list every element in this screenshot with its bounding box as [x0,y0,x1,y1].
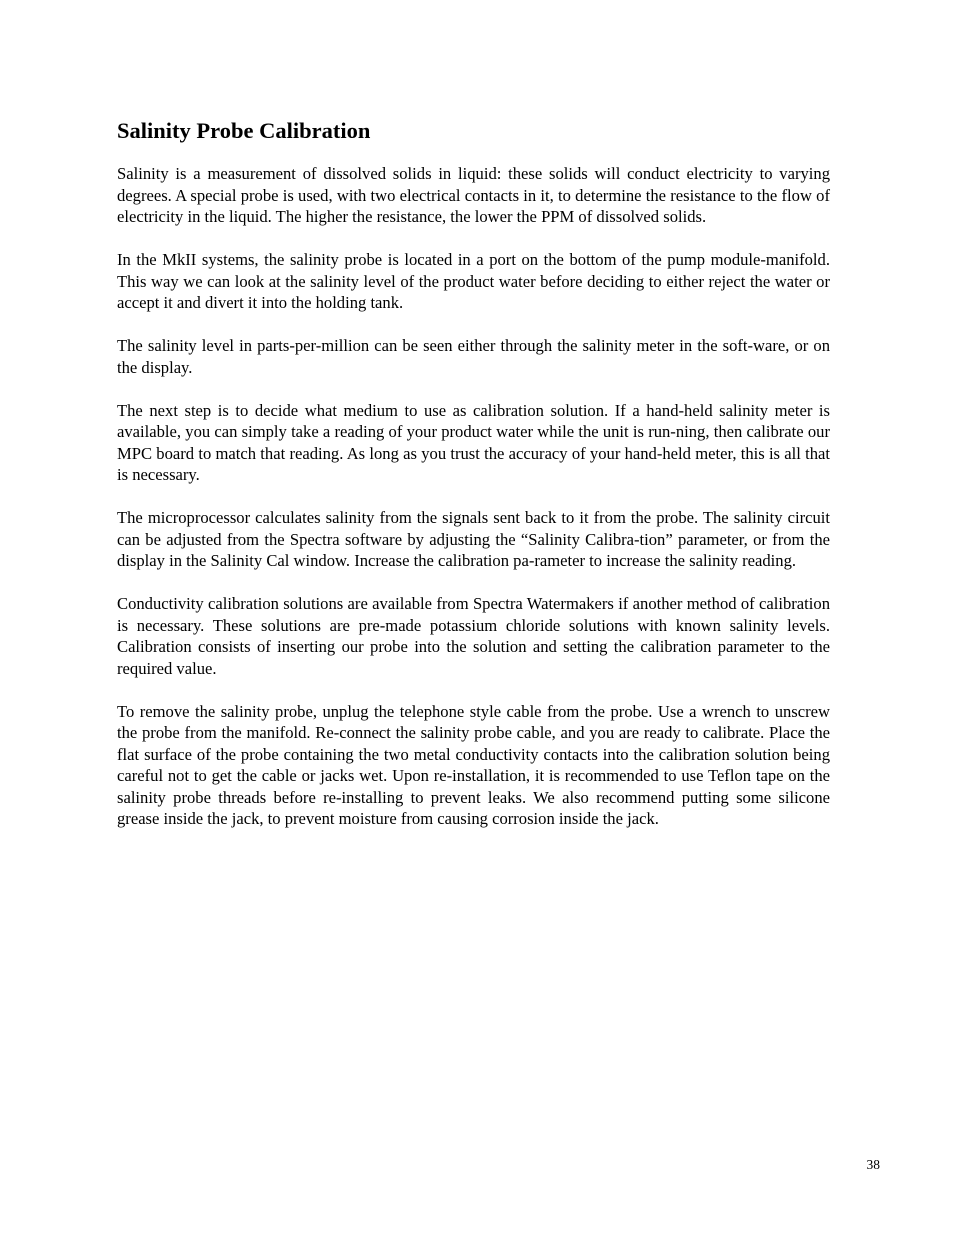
paragraph-calibration-medium: The next step is to decide what medium to use as calibration solution. If a hand-held salinity meter is available, you can simply take a reading of your product water while the unit is run-ning, then calibrate our MPC board to match that reading. As long as you trust the accuracy of your hand-held meter, this is all that is necessary. [117,400,830,484]
page-number: 38 [866,1157,880,1172]
paragraph-probe-removal: To remove the salinity probe, unplug the telephone style cable from the probe. Use a wrench to unscrew the probe from the manifold. Re-connect the salinity probe cable, and you are ready to calibrate. Place the flat surface of the probe containing the two metal conductivity contacts into the calibration solution being careful not to get the cable or jacks wet. Upon re-installation, it is recommended to use Teflon tape on the salinity probe threads before re-installing to prevent leaks. We also recommend putting some silicone grease inside the jack, to prevent moisture from causing corrosion inside the jack. [117,701,830,828]
paragraph-salinity-level: The salinity level in parts-per-million can be seen either through the salinity meter in the soft-ware, or on the display. [117,336,830,377]
paragraph-microprocessor: The microprocessor calculates salinity from the signals sent back to it from the probe. The salinity circuit can be adjusted from the Spectra software by adjusting the “Salinity Calibra-tion” parameter, or from the display in the Salinity Cal window. Increase the calibration pa-rameter to increase the salinity reading. [117,508,830,570]
paragraph-salinity-definition: Salinity is a measurement of dissolved solids in liquid: these solids will conduct electricity to varying degrees. A special probe is used, with two electrical contacts in it, to determine the resistance to the flow of electricity in the liquid. The higher the resistance, the lower the PPM of dissolved solids. [117,164,830,226]
section-heading: Salinity Probe Calibration [117,118,371,143]
paragraph-conductivity-solutions: Conductivity calibration solutions are available from Spectra Watermakers if another method of calibration is necessary. These solutions are pre-made potassium chloride solutions with known salinity levels. Calibration consists of inserting our probe into the solution and setting the calibration parameter to the required value. [117,594,830,678]
body-text [117,163,830,851]
paragraph-probe-location: In the MkII systems, the salinity probe is located in a port on the bottom of the pump module-manifold. This way we can look at the salinity level of the product water before deciding to either reject the water or accept it and divert it into the holding tank. [117,250,830,312]
